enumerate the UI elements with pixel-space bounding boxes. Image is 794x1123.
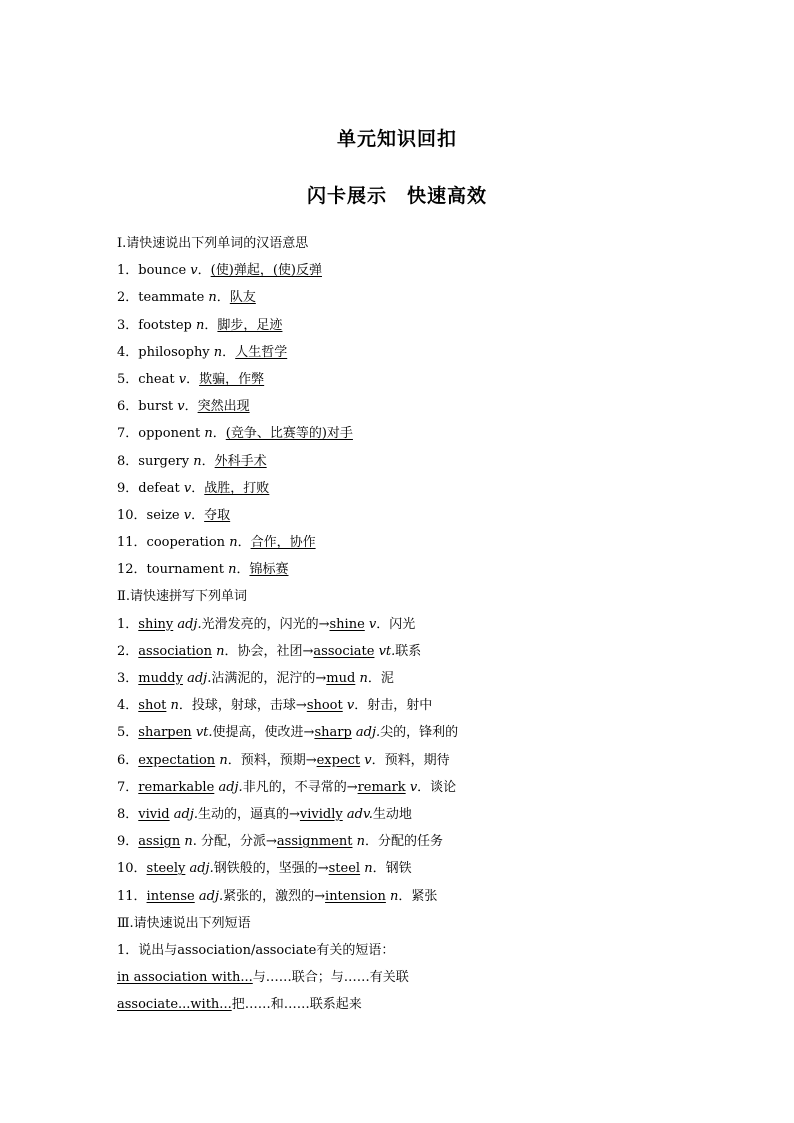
item-number: 7．: [117, 779, 139, 795]
spelling-item: [117, 665, 717, 692]
section-2-list: [117, 611, 717, 910]
vocab-meaning: 突然出现: [197, 399, 250, 415]
vocab-meaning: 夺取: [204, 507, 231, 523]
derived-meaning: ．预料，期待: [371, 752, 450, 768]
derived-word: vividly: [299, 806, 343, 822]
word-meaning: ．协会，社团→: [224, 643, 314, 659]
vocab-item: [117, 529, 717, 556]
vocab-item: [117, 284, 717, 311]
part-of-speech: adj.: [198, 888, 224, 904]
item-number: 9．: [117, 480, 139, 496]
item-number: 6．: [117, 752, 139, 768]
separator: ．: [191, 480, 205, 496]
item-number: 10．: [117, 861, 147, 877]
vocab-item: [117, 312, 717, 339]
item-number: 4．: [117, 698, 139, 714]
section-1-heading: Ⅰ.请快速说出下列单词的汉语意思: [117, 236, 309, 251]
derived-word: mud: [326, 671, 356, 686]
part-of-speech: n: [228, 562, 237, 578]
item-number: 2．: [117, 643, 139, 659]
word-meaning: ．投球，射球，击球→: [178, 698, 307, 714]
item-number: 4．: [117, 344, 139, 360]
part-of-speech: vt.: [195, 725, 213, 741]
separator: ．: [212, 426, 226, 442]
page-subtitle: 闪卡展示 快速高效: [306, 185, 487, 207]
derived-meaning: 尖的，锋利的: [380, 725, 459, 741]
item-number: 11．: [117, 888, 147, 904]
section-1-list: [117, 257, 717, 583]
word-meaning: 沾满泥的，泥泞的→: [211, 671, 327, 686]
vocab-word: teammate: [138, 290, 205, 306]
derived-word: sharp: [314, 725, 352, 741]
derived-meaning: ．谈论: [417, 779, 457, 795]
spelling-item: [117, 774, 717, 801]
separator: ．: [236, 562, 250, 578]
item-number: 8．: [117, 806, 139, 822]
part-of-speech: n: [213, 344, 223, 360]
derived-word: associate: [313, 643, 375, 659]
part-of-speech: v: [368, 616, 377, 632]
vocab-word: footstep: [138, 317, 192, 333]
derived-meaning: ．紧张: [398, 888, 438, 904]
derived-meaning: ．闪光: [376, 616, 416, 632]
derived-word: shine: [329, 616, 365, 632]
item-number: 11．: [117, 535, 147, 551]
word-meaning: . 分配，分派→: [192, 834, 277, 850]
part-of-speech: n: [359, 671, 368, 686]
part-of-speech: v: [183, 507, 192, 523]
vocab-item: [117, 257, 717, 284]
phrase: associate...with...: [117, 997, 232, 1013]
vocab-meaning: 脚步，足迹: [217, 317, 283, 333]
part-of-speech: n: [216, 643, 225, 659]
spelled-word: association: [138, 643, 212, 659]
vocab-meaning: 战胜，打败: [204, 480, 270, 496]
vocab-meaning: 合作，协作: [250, 535, 316, 551]
phrase: in association with...: [117, 970, 253, 986]
separator: ．: [237, 535, 251, 551]
derived-word: shoot: [306, 698, 343, 714]
vocab-word: cheat: [138, 371, 175, 387]
spelled-word: muddy: [138, 671, 183, 686]
part-of-speech: n: [390, 888, 399, 904]
derived-meaning: ．射击，射中: [354, 698, 433, 714]
derived-word: steel: [328, 861, 361, 877]
part-of-speech: adj.: [218, 779, 243, 795]
vocab-meaning: (使)弹起，(使)反弹: [210, 263, 322, 279]
derived-meaning: 生动地: [372, 806, 412, 822]
spelled-word: remarkable: [138, 779, 215, 795]
part-of-speech: n: [184, 834, 193, 850]
part-of-speech: n: [208, 290, 217, 306]
section-2-heading: Ⅱ.请快速拼写下列单词: [117, 589, 247, 605]
vocab-item: [117, 556, 717, 583]
separator: ．: [197, 263, 211, 279]
vocab-item: [117, 339, 717, 366]
part-of-speech: n: [196, 317, 205, 333]
spelling-item: [117, 828, 717, 855]
part-of-speech: v: [346, 698, 355, 714]
part-of-speech: v: [177, 399, 185, 415]
vocab-meaning: 人生哲学: [235, 344, 288, 360]
item-number: 5．: [117, 725, 139, 741]
derived-meaning: ．分配的任务: [365, 834, 444, 850]
phrase-meaning: 与……联合；与……有关联: [252, 970, 409, 986]
spelled-word: vivid: [138, 806, 170, 822]
part-of-speech: n: [193, 453, 202, 469]
section-3-intro: 1．说出与association/associate有关的短语：: [117, 942, 395, 958]
item-number: 12．: [117, 562, 147, 578]
word-meaning: 钢铁般的，坚强的→: [213, 861, 329, 877]
spelling-item: [117, 883, 717, 910]
word-meaning: 使提高，使改进→: [212, 725, 315, 741]
word-meaning: ．预料，预期→: [227, 752, 317, 768]
section-3-heading: Ⅲ.请快速说出下列短语: [117, 915, 251, 931]
spelling-item: [117, 692, 717, 719]
item-number: 1．: [117, 263, 139, 279]
vocab-meaning: 队友: [229, 290, 256, 306]
vocab-word: surgery: [138, 453, 190, 469]
separator: ．: [191, 507, 205, 523]
item-number: 3．: [117, 317, 139, 333]
spelled-word: sharpen: [138, 725, 192, 741]
part-of-speech: adj.: [355, 725, 381, 741]
vocab-meaning: (竞争、比赛等的)对手: [225, 426, 353, 442]
item-number: 2．: [117, 290, 139, 306]
spelled-word: shot: [138, 698, 167, 714]
spelling-item: [117, 611, 717, 638]
separator: ．: [186, 371, 200, 387]
part-of-speech: v: [178, 371, 187, 387]
item-number: 6．: [117, 399, 139, 415]
vocab-item: [117, 448, 717, 475]
vocab-word: defeat: [138, 480, 180, 496]
vocab-meaning: 锦标赛: [249, 562, 289, 578]
part-of-speech: n: [364, 861, 373, 877]
part-of-speech: n: [170, 698, 179, 714]
vocab-item: [117, 475, 717, 502]
spelling-item: [117, 747, 717, 774]
item-number: 9．: [117, 834, 139, 850]
word-meaning: 生动的，逼真的→: [198, 806, 300, 822]
part-of-speech: v: [409, 779, 418, 795]
vocab-word: burst: [138, 399, 174, 415]
content: [117, 230, 717, 1018]
spelled-word: shiny: [138, 616, 174, 632]
part-of-speech: adj.: [187, 671, 212, 686]
part-of-speech: n: [219, 752, 228, 768]
spelled-word: steely: [146, 861, 186, 877]
separator: ．: [222, 344, 236, 360]
vocab-meaning: 外科手术: [214, 453, 267, 469]
vocab-item: [117, 502, 717, 529]
item-number: 5．: [117, 371, 139, 387]
vocab-word: seize: [146, 507, 180, 523]
derived-word: intension: [325, 888, 386, 904]
derived-meaning: ．钢铁: [372, 861, 412, 877]
item-number: 3．: [117, 671, 139, 686]
vocab-item: [117, 366, 717, 393]
spelled-word: expectation: [138, 752, 216, 768]
part-of-speech: adv.: [346, 806, 373, 822]
vocab-item: [117, 420, 717, 447]
vocab-word: tournament: [146, 562, 224, 578]
vocab-item: [117, 393, 717, 420]
spelled-word: intense: [146, 888, 195, 904]
part-of-speech: v: [190, 263, 198, 279]
part-of-speech: n: [229, 535, 238, 551]
spelling-item: [117, 638, 717, 665]
derived-word: remark: [357, 779, 406, 795]
item-number: 1．: [117, 616, 139, 632]
separator: ．: [184, 399, 198, 415]
part-of-speech: adj.: [177, 616, 202, 632]
word-meaning: 光滑发亮的，闪光的→: [201, 616, 330, 632]
spelled-word: assign: [138, 834, 181, 850]
part-of-speech: n: [356, 834, 365, 850]
item-number: 8．: [117, 453, 139, 469]
part-of-speech: n: [204, 426, 213, 442]
derived-meaning: 联系: [395, 643, 422, 659]
page-title: 单元知识回扣: [336, 128, 457, 150]
vocab-word: philosophy: [138, 344, 210, 360]
part-of-speech: adj.: [189, 861, 214, 877]
vocab-word: opponent: [138, 426, 201, 442]
phrase-item: [117, 964, 717, 991]
word-meaning: 非凡的，不寻常的→: [242, 779, 358, 795]
vocab-meaning: 欺骗，作弊: [199, 371, 265, 387]
derived-word: assignment: [276, 834, 353, 850]
separator: ．: [204, 317, 218, 333]
section-3-phrases: [117, 964, 717, 1018]
separator: ．: [201, 453, 215, 469]
vocab-word: bounce: [138, 263, 187, 279]
part-of-speech: vt.: [378, 643, 396, 659]
spelling-item: [117, 855, 717, 882]
spelling-item: [117, 801, 717, 828]
phrase-item: [117, 991, 717, 1018]
item-number: 10．: [117, 507, 147, 523]
derived-word: expect: [316, 752, 361, 768]
part-of-speech: v: [183, 480, 192, 496]
part-of-speech: adj.: [173, 806, 198, 822]
vocab-word: cooperation: [146, 535, 226, 551]
item-number: 7．: [117, 426, 139, 442]
derived-meaning: ．泥: [367, 671, 394, 686]
phrase-meaning: 把……和……联系起来: [231, 997, 362, 1013]
word-meaning: 紧张的，激烈的→: [223, 888, 326, 904]
part-of-speech: v: [364, 752, 372, 768]
separator: ．: [216, 290, 230, 306]
spelling-item: [117, 719, 717, 746]
